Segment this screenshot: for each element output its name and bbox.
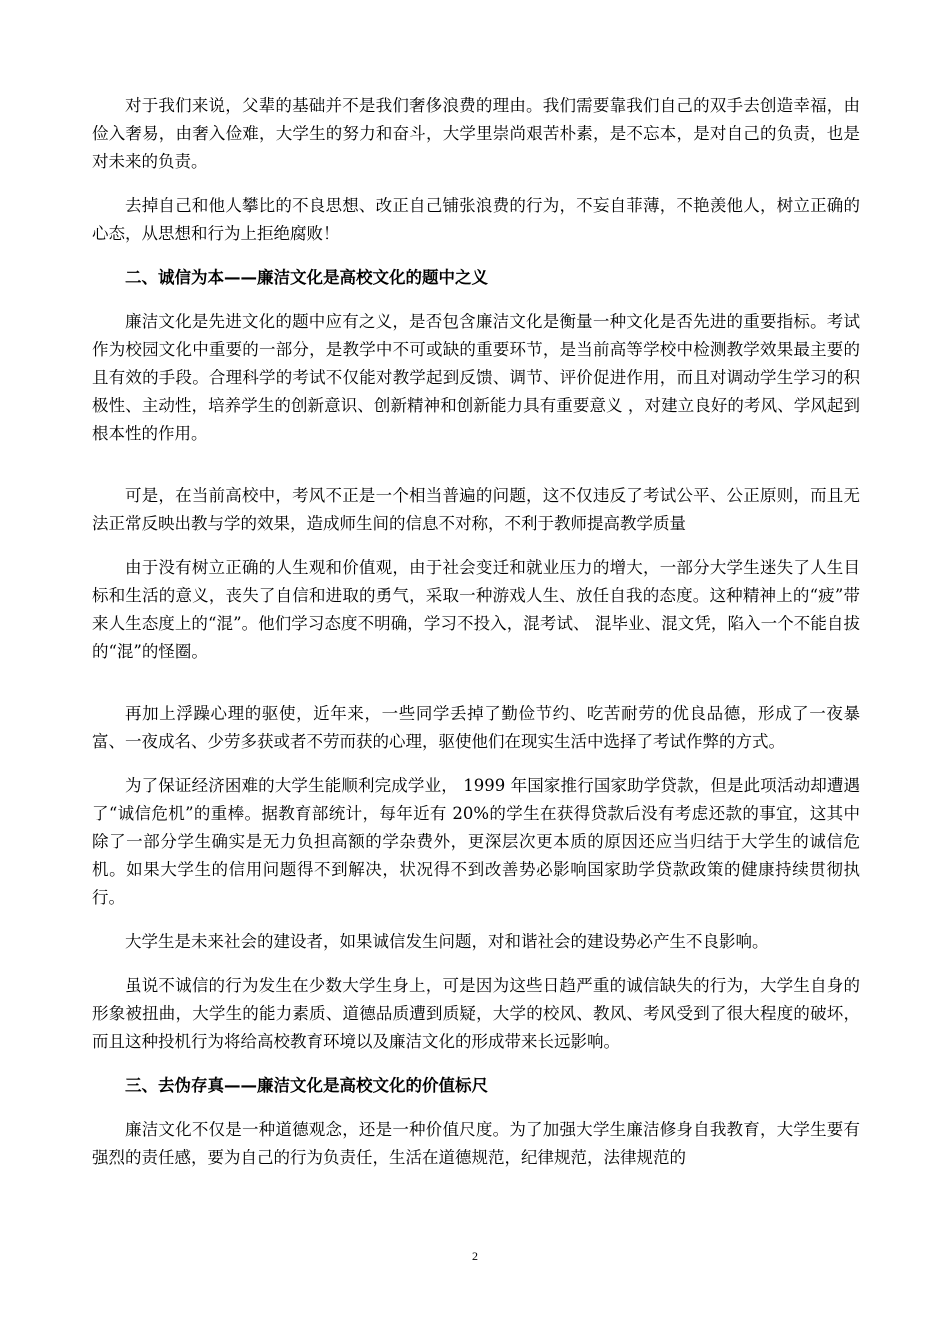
section-heading-value: 三、去伪存真——廉洁文化是高校文化的价值标尺	[125, 1076, 488, 1095]
paragraph-spacer	[92, 666, 860, 700]
paragraph-spacer	[92, 956, 860, 972]
paragraph-mindset: 去掉自己和他人攀比的不良思想、改正自己铺张浪费的行为，不妄自菲薄，不艳羡他人，树立正确的心态，从思想和行为上拒绝腐败！	[92, 196, 860, 243]
paragraph-frugality: 对于我们来说，父辈的基础并不是我们奢侈浪费的理由。我们需要靠我们自己的双手去创造幸福，由俭入奢易，由奢入俭难，大学生的努力和奋斗，大学里崇尚艰苦朴素，是不忘本，是对自己的负责，也是对未来的负责。	[92, 96, 860, 171]
paragraph-spacer	[92, 1056, 860, 1072]
paragraph-impetuous: 再加上浮躁心理的驱使，近年来，一些同学丢掉了勤俭节约、吃苦耐劳的优良品德，形成了一夜暴富、一夜成名、少劳多获或者不劳而获的心理，驱使他们在现实生活中选择了考试作弊的方式。	[92, 704, 860, 751]
paragraph-spacer	[92, 176, 860, 192]
paragraph-spacer	[92, 448, 860, 482]
section-heading-integrity: 二、诚信为本——廉洁文化是高校文化的题中之义	[125, 268, 488, 287]
paragraph-future-builders: 大学生是未来社会的建设者，如果诚信发生问题，对和谐社会的建设势必产生不良影响。	[125, 932, 769, 951]
paragraph-spacer	[92, 912, 860, 928]
paragraph-spacer	[92, 538, 860, 554]
paragraph-spacer	[92, 1100, 860, 1116]
paragraph-value-scale: 廉洁文化不仅是一种道德观念，还是一种价值尺度。为了加强大学生廉洁修身自我教育，大学生要有强烈的责任感，要为自己的行为负责任，生活在道德规范，纪律规范，法律规范的	[92, 1120, 860, 1167]
paragraph-exam-problem: 可是，在当前高校中，考风不正是一个相当普遍的问题，这不仅违反了考试公平、公正原则，而且无法正常反映出教与学的效果，造成师生间的信息不对称，不利于教师提高教学质量	[92, 486, 860, 533]
document-body	[92, 92, 860, 1172]
paragraph-dishonesty-impact: 虽说不诚信的行为发生在少数大学生身上，可是因为这些日趋严重的诚信缺失的行为，大学生自身的形象被扭曲，大学生的能力素质、道德品质遭到质疑，大学的校风、教风、考风受到了很大程度的破坏，而且这种投机行为将给高校教育环境以及廉洁文化的形成带来长远影响。	[92, 976, 860, 1051]
paragraph-student-loans: 为了保证经济困难的大学生能顺利完成学业， 1999 年国家推行国家助学贷款，但是此项活动却遭遇了“诚信危机”的重棒。据教育部统计，每年近有 20%的学生在获得贷款后没有考虑还款的事宜，这其中除了一部分学生确实是无力负担高额的学杂费外，更深层次更本质的原因还应当归结于大学生的诚信危机。如果大学生的信用问题得不到解决，状况得不到改善势必影响国家助学贷款政策的健康持续贯彻执行。	[92, 776, 860, 907]
paragraph-spacer	[92, 248, 860, 264]
paragraph-spacer	[92, 756, 860, 772]
paragraph-life-values: 由于没有树立正确的人生观和价值观，由于社会变迁和就业压力的增大，一部分大学生迷失了人生目标和生活的意义，丧失了自信和进取的勇气，采取一种游戏人生、放任自我的态度。这种精神上的“疲”带来人生态度上的“混”。他们学习态度不明确，学习不投入，混考试、 混毕业、混文凭，陷入一个不能自拔的“混”的怪圈。	[92, 558, 860, 661]
paragraph-exam-culture: 廉洁文化是先进文化的题中应有之义，是否包含廉洁文化是衡量一种文化是否先进的重要指标。考试作为校园文化中重要的一部分，是教学中不可或缺的重要环节，是当前高等学校中检测教学效果最主要的且有效的手段。合理科学的考试不仅能对教学起到反馈、调节、评价促进作用，而且对调动学生学习的积极性、主动性，培养学生的创新意识、创新精神和创新能力具有重要意义 ，对建立良好的考风、学风起到根本性的作用。	[92, 312, 860, 443]
paragraph-spacer	[92, 292, 860, 308]
page-number: 2	[472, 1249, 478, 1263]
